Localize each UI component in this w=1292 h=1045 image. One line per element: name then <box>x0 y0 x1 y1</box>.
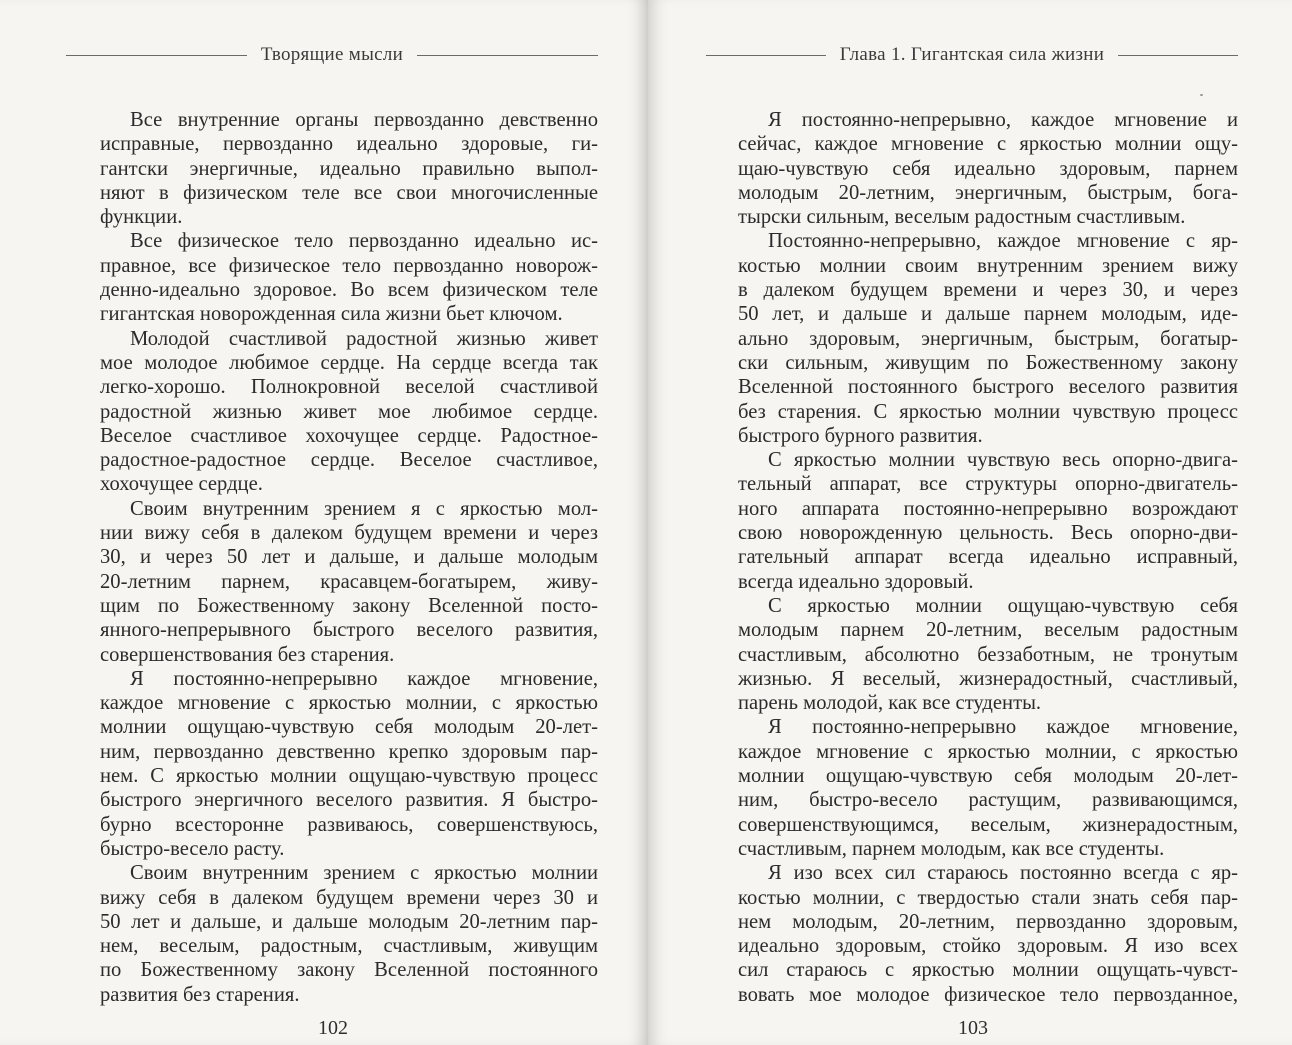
text-line: сейчас, каждое мгновение с яркостью молнии ощу- <box>738 133 1238 156</box>
text-line: развития без старения. <box>100 983 300 1006</box>
text-line: по Божественному закону Вселенной постоянного <box>100 959 598 982</box>
text-line: молнии ощущаю-чувствую себя молодым 20-лет- <box>100 716 598 739</box>
paragraph <box>708 448 1238 594</box>
text-line: Своим внутренним зрением я с яркостью мол- <box>130 497 598 520</box>
text-line: 50 лет, и дальше и дальше парнем молодым, иде- <box>738 303 1238 326</box>
right-body-text <box>708 108 1238 1007</box>
text-line: ально здоровым, энергичным, быстрым, богатыр- <box>738 327 1238 350</box>
text-line: костью молнии, с твердостью стали знать себя пар- <box>738 886 1238 909</box>
text-line: молодым парнем 20-летним, веселым радостным <box>738 619 1238 642</box>
head-rule-right <box>417 55 598 56</box>
text-line: хохочущее сердце. <box>100 473 263 496</box>
left-running-head <box>66 44 598 66</box>
text-line: каждое мгновение с яркостью молнии, с яркостью <box>100 692 598 715</box>
text-line: ним, быстро-весело растущим, развивающимся, <box>738 789 1238 812</box>
text-line: радостное-радостное сердце. Веселое счастливое, <box>100 449 598 472</box>
text-line: Я постоянно-непрерывно, каждое мгновение и <box>768 109 1238 131</box>
text-line: всегда идеально здоровый. <box>738 570 974 593</box>
text-line: нем, веселым, радостным, счастливым, живущим <box>100 935 598 958</box>
text-line: молодым 20-летним, энергичным, быстрым, бога- <box>738 181 1238 204</box>
text-line: ним, первозданно девственно крепко здоровым пар- <box>100 740 598 763</box>
paragraph <box>70 667 598 861</box>
head-rule-left <box>66 55 247 56</box>
text-line: каждое мгновение с яркостью молнии, с яркостью <box>738 740 1238 763</box>
paragraph <box>70 108 598 229</box>
text-line: правное, все физическое тело первозданно новорож- <box>100 254 598 277</box>
right-running-head <box>706 44 1238 66</box>
text-line: исправные, первозданно идеально здоровые, ги- <box>100 133 598 156</box>
text-line: счастливым, абсолютно беззаботным, не тронутым <box>738 643 1238 666</box>
text-line: С яркостью молнии чувствую весь опорно-двига- <box>768 449 1238 472</box>
text-line: нем молодым, 20-летним, первозданно здоровым, <box>738 910 1238 933</box>
page-number: 102 <box>318 1017 348 1039</box>
text-line: 20-летним парнем, красавцем-богатырем, живу- <box>100 570 598 593</box>
text-line: совершенствующимся, веселым, жизнерадостным, <box>738 813 1238 836</box>
text-line: Все внутренние органы первозданно девственно <box>130 109 598 131</box>
text-line: ски сильным, живущим по Божественному закону <box>738 351 1238 374</box>
text-line: легко-хорошо. Полнокровной веселой счастливой <box>100 376 598 399</box>
text-line: Постоянно-непрерывно, каждое мгновение с яр- <box>768 230 1238 253</box>
paragraph <box>70 327 598 497</box>
text-line: жизнью. Я веселый, жизнерадостный, счастливый, <box>738 667 1238 690</box>
text-line: гигантская новорожденная сила жизни бьет ключом. <box>100 303 563 326</box>
text-line: гательный аппарат всегда идеально исправный, <box>738 546 1238 569</box>
page-number: 103 <box>958 1017 988 1039</box>
text-line: няют в физическом теле все свои многочисленные <box>100 181 598 204</box>
text-line: вовать мое молодое физическое тело первозданное, <box>738 983 1238 1006</box>
paragraph <box>708 715 1238 861</box>
text-line: щим по Божественному закону Вселенной посто- <box>100 594 598 617</box>
head-rule-left <box>706 55 826 56</box>
text-line: гантски энергичные, идеально правильно выпол- <box>100 157 598 180</box>
right-page <box>648 0 1292 1045</box>
text-line: Я изо всех сил стараюсь постоянно всегда с яр- <box>768 862 1238 885</box>
paragraph <box>70 229 598 326</box>
text-line: совершенствования без старения. <box>100 643 395 666</box>
text-line: ного аппарата постоянно-непрерывно возрождают <box>738 497 1238 520</box>
text-line: Все физическое тело первозданно идеально ис- <box>130 230 598 253</box>
text-line: костью молнии своим внутренним зрением вижу <box>738 254 1238 277</box>
left-body-text <box>70 108 598 1007</box>
text-line: С яркостью молнии ощущаю-чувствую себя <box>768 594 1238 617</box>
text-line: тельный аппарат, все структуры опорно-двигатель- <box>738 473 1238 496</box>
text-line: Я постоянно-непрерывно каждое мгновение, <box>768 716 1238 739</box>
text-line: тырски сильным, веселым радостным счастливым. <box>738 206 1186 229</box>
text-line: функции. <box>100 206 183 229</box>
text-line: быстро-весело расту. <box>100 837 285 860</box>
paragraph <box>70 861 598 1007</box>
text-line: идеально здоровым, стойко здоровым. Я изо всех <box>738 935 1238 958</box>
print-speck <box>1200 94 1203 96</box>
text-line: парень молодой, как все студенты. <box>738 692 1042 715</box>
text-line: в далеком будущем времени и через 30, и через <box>738 279 1238 302</box>
text-line: без старения. С яркостью молнии чувствую процесс <box>738 400 1238 423</box>
paragraph <box>708 594 1238 715</box>
text-line: Вселенной постоянного быстрого веселого развития <box>738 376 1238 399</box>
text-line: Веселое счастливое хохочущее сердце. Радостное- <box>100 424 598 447</box>
text-line: сил стараюсь с яркостью молнии ощущать-чувст- <box>738 959 1238 982</box>
text-line: денно-идеально здоровое. Во всем физическом теле <box>100 279 598 302</box>
text-line: нии вижу себя в далеком будущем времени и через <box>100 522 598 545</box>
text-line: янного-непрерывного быстрого веселого развития, <box>100 619 598 642</box>
text-line: 50 лет и дальше, и дальше молодым 20-летним пар- <box>100 910 598 933</box>
text-line: Молодой счастливой радостной жизнью живет <box>130 327 598 350</box>
paragraph <box>708 861 1238 1007</box>
text-line: молнии ощущаю-чувствую себя молодым 20-лет- <box>738 765 1238 788</box>
paragraph <box>70 497 598 667</box>
text-line: Своим внутренним зрением с яркостью молнии <box>130 862 598 885</box>
text-line: щаю-чувствую себя идеально здоровым, парнем <box>738 157 1238 180</box>
text-line: 30, и через 50 лет и дальше, и дальше молодым <box>100 546 598 569</box>
text-line: Я постоянно-непрерывно каждое мгновение, <box>130 667 598 690</box>
text-line: нем. С яркостью молнии ощущаю-чувствую процесс <box>100 765 598 788</box>
paragraph <box>708 108 1238 229</box>
text-line: радостной жизнью живет мое любимое сердце. <box>100 400 598 423</box>
paragraph <box>708 229 1238 448</box>
text-line: мое молодое любимое сердце. На сердце всегда так <box>100 351 598 374</box>
text-line: вижу себя в далеком будущем времени через 30 и <box>100 886 598 909</box>
head-rule-right <box>1118 55 1238 56</box>
text-line: быстрого энергичного веселого развития. Я быстро- <box>100 789 598 812</box>
running-head-title: Творящие мысли <box>260 44 404 65</box>
text-line: счастливым, парнем молодым, как все студенты. <box>738 837 1165 860</box>
running-head-title: Глава 1. Гигантская сила жизни <box>839 44 1105 65</box>
text-line: бурно всесторонне развиваюсь, совершенствуюсь, <box>100 813 598 836</box>
text-line: быстрого бурного развития. <box>738 424 983 447</box>
text-line: свою новорожденную цельность. Весь опорно-дви- <box>738 522 1238 545</box>
